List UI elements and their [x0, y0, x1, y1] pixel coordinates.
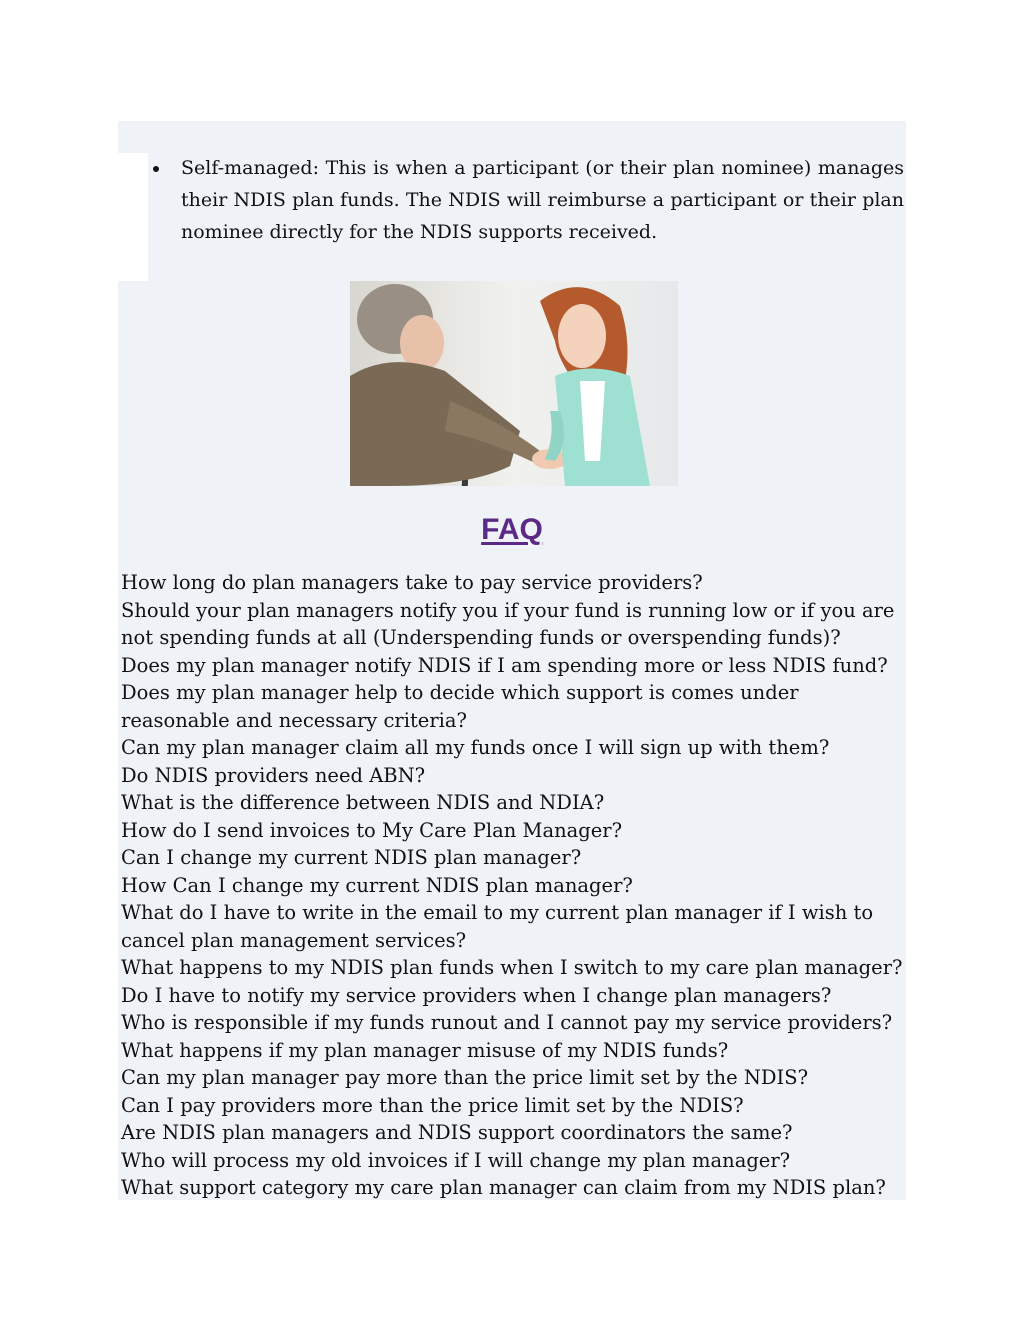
- bullet-item-text: Self-managed: This is when a participant (or their plan nominee) manages their NDIS plan funds. The NDIS will reimburse a participant or their plan nominee directly for the NDIS supports received.: [181, 157, 904, 243]
- faq-question: Can I pay providers more than the price limit set by the NDIS?: [121, 1093, 744, 1117]
- faq-question: What support category my care plan manager can claim from my NDIS plan?: [121, 1176, 886, 1199]
- faq-question: What is the difference between NDIS and NDIA?: [121, 791, 605, 814]
- faq-question: Does my plan manager help to decide which support is comes under reasonable and necessary criteria?: [121, 681, 799, 732]
- faq-question: Who is responsible if my funds runout and I cannot pay my service providers?: [121, 1011, 893, 1034]
- bullet-item-self-managed: [148, 152, 904, 248]
- faq-question: How long do plan managers take to pay service providers?: [121, 571, 703, 594]
- bullet-dot-icon: [153, 166, 159, 172]
- faq-question: Can my plan manager pay more than the price limit set by the NDIS?: [121, 1066, 809, 1089]
- faq-question: How do I send invoices to My Care Plan Manager?: [121, 818, 623, 842]
- faq-question: Are NDIS plan managers and NDIS support coordinators the same?: [121, 1121, 793, 1144]
- faq-question: Does my plan manager notify NDIS if I am spending more or less NDIS fund?: [121, 653, 888, 677]
- faq-question: Do I have to notify my service providers when I change plan managers?: [121, 983, 832, 1007]
- faq-question: How Can I change my current NDIS plan manager?: [121, 873, 633, 897]
- faq-question: Do NDIS providers need ABN?: [121, 763, 426, 787]
- faq-question-list: [121, 569, 905, 1202]
- faq-question: What happens if my plan manager misuse of my NDIS funds?: [121, 1038, 729, 1062]
- faq-question: Can I change my current NDIS plan manager?: [121, 846, 582, 869]
- bullet-margin-block: [118, 153, 148, 281]
- faq-question: What happens to my NDIS plan funds when I switch to my care plan manager?: [121, 956, 903, 979]
- faq-question: Can my plan manager claim all my funds once I will sign up with them?: [121, 736, 830, 759]
- caregiver-photo: [350, 281, 678, 486]
- faq-question: What do I have to write in the email to my current plan manager if I wish to cancel plan management services?: [121, 901, 874, 952]
- photo-caregiver-with-wheelchair-user-icon: [350, 281, 678, 486]
- faq-heading: FAQ: [481, 513, 543, 546]
- faq-question: Who will process my old invoices if I will change my plan manager?: [121, 1148, 791, 1172]
- intro-bullet-list: [148, 152, 904, 248]
- faq-question: Should your plan managers notify you if your fund is running low or if you are not spending funds at all (Underspending funds or overspending funds)?: [121, 598, 895, 649]
